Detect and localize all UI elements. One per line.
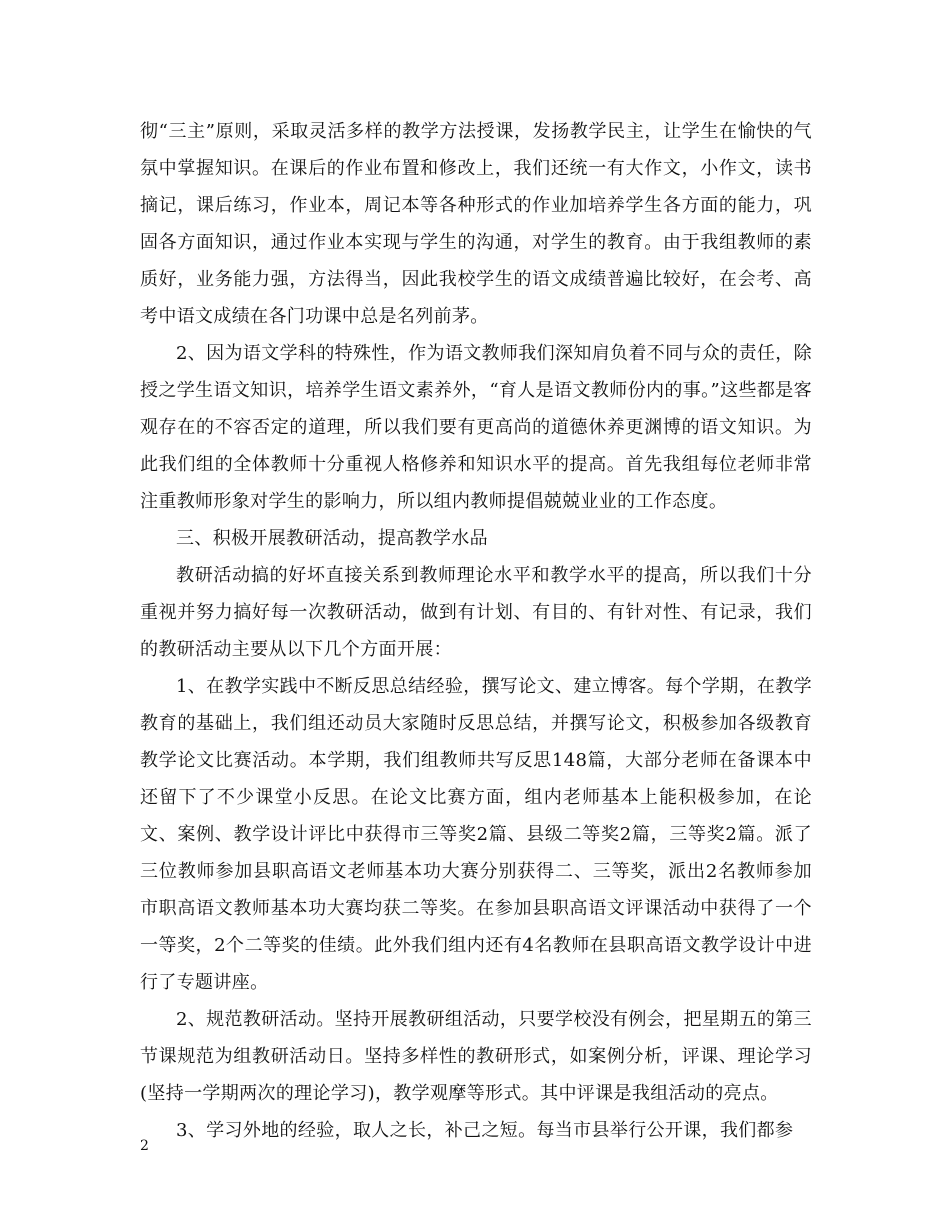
document-body xyxy=(140,113,812,1149)
paragraph-item-3-learn-external: 3、学习外地的经验，取人之长，补己之短。每当市县举行公开课，我们都参 xyxy=(176,1120,794,1141)
page-number: 2 xyxy=(140,1138,149,1154)
paragraph-item-2-standardize: 2、规范教研活动。坚持开展教研组活动，只要学校没有例会，把星期五的第三节课规范为组教研活动日。坚持多样性的教研形式，如案例分析，评课、理论学习(坚持一学期两次的理论学习)，教学观摩等形式。其中评课是我组活动的亮点。 xyxy=(140,1009,812,1104)
section-heading-teaching-research: 三、积极开展教研活动，提高教学水品 xyxy=(176,528,488,549)
paragraph-item-1-reflection: 1、在教学实践中不断反思总结经验，撰写论文、建立博客。每个学期，在教学教育的基础上，我们组还动员大家随时反思总结，并撰写论文，积极参加各级教育教学论文比赛活动。本学期，我们组教师共写反思148篇，大部分老师在备课本中还留下了不少课堂小反思。在论文比赛方面，组内老师基本上能积极参加，在论文、案例、教学设计评比中获得市三等奖2篇、县级二等奖2篇，三等奖2篇。派了三位教师参加县职高语文老师基本功大赛分别获得二、三等奖，派出2名教师参加市职高语文教师基本功大赛均获二等奖。在参加县职高语文评课活动中获得了一个一等奖，2个二等奖的佳绩。此外我们组内还有4名教师在县职高语文教学设计中进行了专题讲座。 xyxy=(140,676,812,993)
paragraph-continuation: 彻“三主”原则，采取灵活多样的教学方法授课，发扬教学民主，让学生在愉快的气氛中掌握知识。在课后的作业布置和修改上，我们还统一有大作文，小作文，读书摘记，课后练习，作业本，周记本等各种形式的作业加培养学生各方面的能力，巩固各方面知识，通过作业本实现与学生的沟通，对学生的教育。由于我组教师的素质好，业务能力强，方法得当，因此我校学生的语文成绩普遍比较好，在会考、高考中语文成绩在各门功课中总是名列前茅。 xyxy=(140,121,812,327)
paragraph-research-intro: 教研活动搞的好坏直接关系到教师理论水平和教学水平的提高，所以我们十分重视并努力搞好每一次教研活动，做到有计划、有目的、有针对性、有记录，我们的教研活动主要从以下几个方面开展： xyxy=(140,565,812,660)
paragraph-item-2-moral-education: 2、因为语文学科的特殊性，作为语文教师我们深知肩负着不同与众的责任，除授之学生语文知识，培养学生语文素养外，“育人是语文教师份内的事。”这些都是客观存在的不容否定的道理，所以我们要有更高尚的道德休养更渊博的语文知识。为此我们组的全体教师十分重视人格修养和知识水平的提高。首先我组每位老师非常注重教师形象对学生的影响力，所以组内教师提倡兢兢业业的工作态度。 xyxy=(140,343,812,512)
